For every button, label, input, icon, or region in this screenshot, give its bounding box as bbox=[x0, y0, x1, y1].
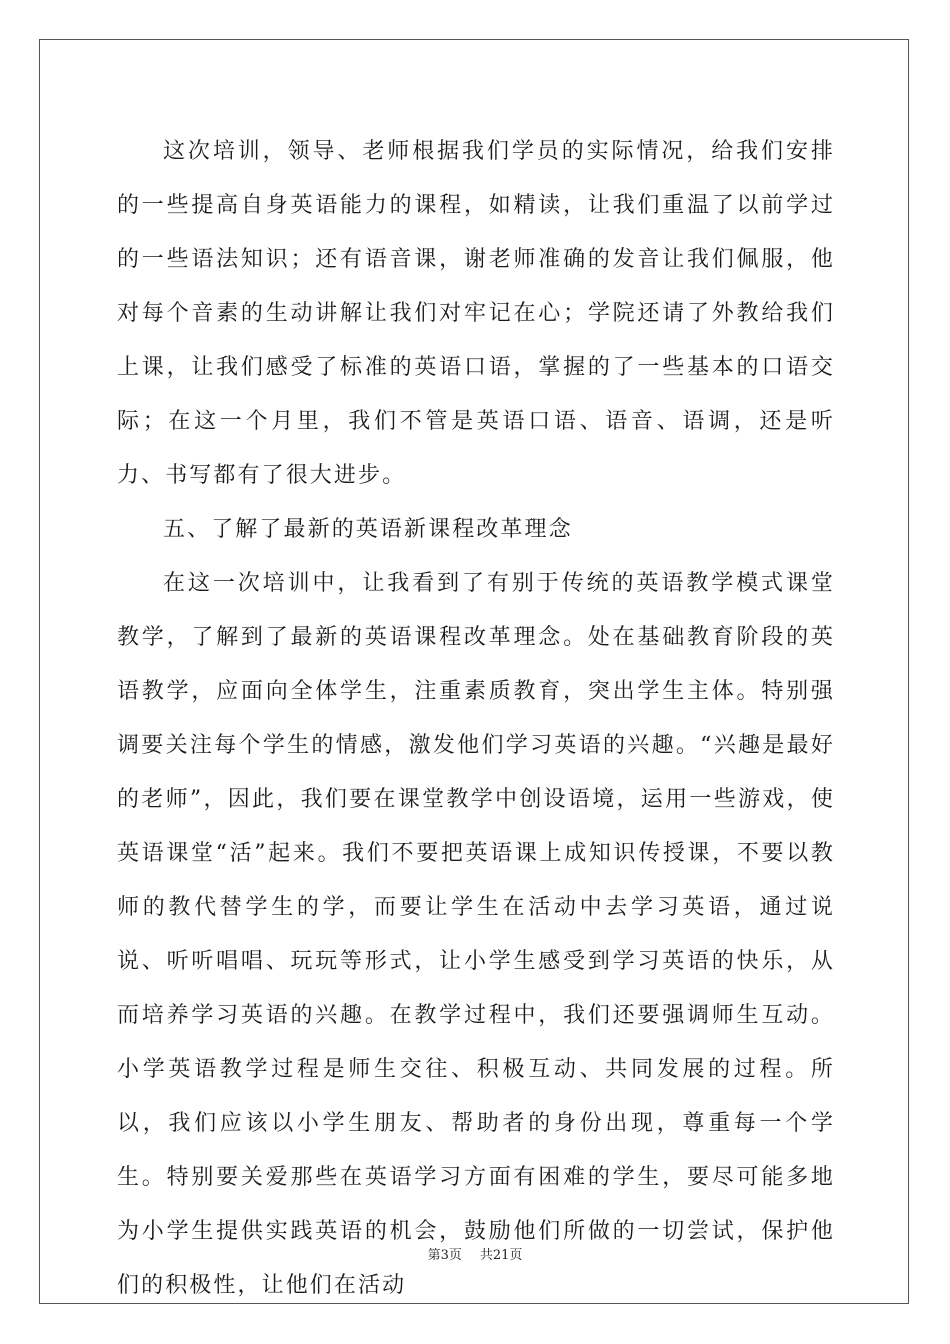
document-body bbox=[117, 125, 835, 1313]
page-total: 共21页 bbox=[479, 1248, 523, 1263]
paragraph-curriculum-reform: 在这一次培训中，让我看到了有别于传统的英语教学模式课堂教学，了解到了最新的英语课程改革理念。处在基础教育阶段的英语教学，应面向全体学生，注重素质教育，突出学生主体。特别强调要关注每个学生的情感，激发他们学习英语的兴趣。“兴趣是最好的老师”，因此，我们要在课堂教学中创设语境，运用一些游戏，使英语课堂“活”起来。我们不要把英语课上成知识传授课，不要以教师的教代替学生的学，而要让学生在活动中去学习英语，通过说说、听听唱唱、玩玩等形式，让小学生感受到学习英语的快乐，从而培养学习英语的兴趣。在教学过程中，我们还要强调师生互动。小学英语教学过程是师生交往、积极互动、共同发展的过程。所以，我们应该以小学生朋友、帮助者的身份出现，尊重每一个学生。特别要关爱那些在英语学习方面有困难的学生，要尽可能多地为小学生提供实践英语的机会，鼓励他们所做的一切尝试，保护他们的积极性，让他们在活动 bbox=[117, 571, 835, 1298]
page-number: 第3页 bbox=[427, 1248, 462, 1263]
page-footer bbox=[0, 1244, 950, 1263]
section-heading: 五、了解了最新的英语新课程改革理念 bbox=[163, 517, 573, 542]
paragraph-training-courses: 这次培训，领导、老师根据我们学员的实际情况，给我们安排的一些提高自身英语能力的课程，如精读，让我们重温了以前学过的一些语法知识；还有语音课，谢老师准确的发音让我们佩服，他对每个音素的生动讲解让我们对牢记在心；学院还请了外教给我们上课，让我们感受了标准的英语口语，掌握的了一些基本的口语交际；在这一个月里，我们不管是英语口语、语音、语调，还是听力、书写都有了很大进步。 bbox=[117, 139, 835, 488]
